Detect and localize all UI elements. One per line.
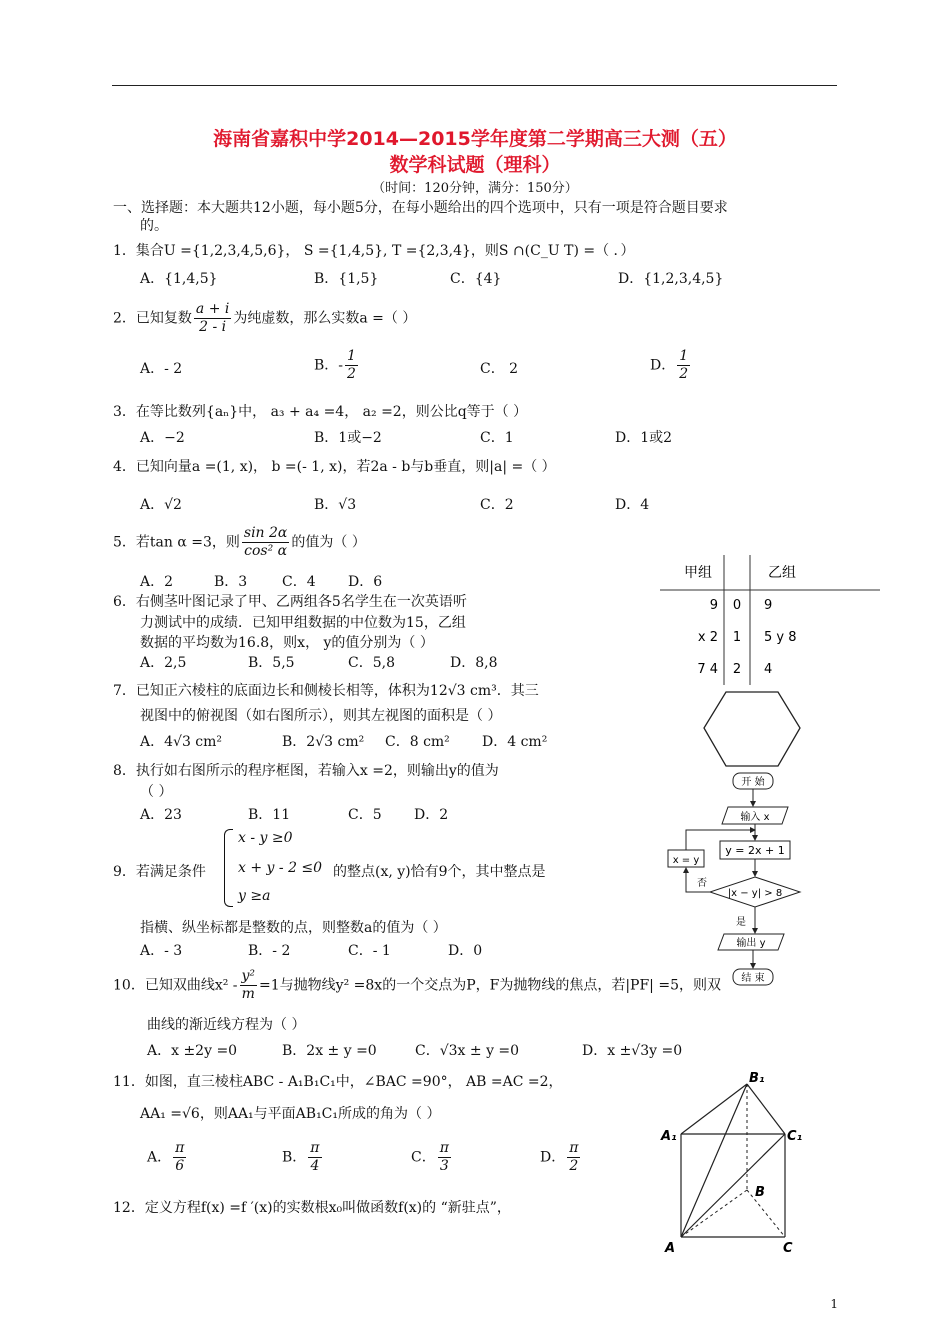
- q3-option-b: B．1或−2: [314, 430, 382, 446]
- flow-condition-label: |x − y| > 8: [727, 888, 783, 899]
- exam-subject: 数学科试题（理科）: [389, 154, 561, 176]
- flow-yes-label: 是: [736, 917, 746, 928]
- stem-leaf-row1-left: 9: [709, 598, 718, 613]
- q5-option-a: A．2: [140, 574, 174, 590]
- q11-option-a: A． $\frac{\pi}{6}$: [147, 1140, 185, 1174]
- prism-label-c1: C₁: [787, 1129, 803, 1144]
- question-11-line2: AA₁ =√6，则AA₁与平面AB₁C₁所成的角为（ ）: [140, 1106, 441, 1122]
- question-11-line1: 11．如图，直三棱柱ABC - A₁B₁C₁中，∠BAC =90°， AB =AC =2，: [113, 1074, 563, 1090]
- question-5: 5．若tan α =3，则 $\frac{\sin 2\alpha}{\text{cos² α}}$ 的值为（ ）: [113, 525, 366, 559]
- prism-figure: [655, 1072, 815, 1262]
- q4-option-a: A．√2: [140, 497, 182, 513]
- question-7-line1: 7．已知正六棱柱的底面边长和侧棱长相等，体积为12√3 cm³．其三: [113, 683, 539, 699]
- stem-leaf-row1-stem: 0: [732, 598, 742, 613]
- page-number: 1: [830, 1297, 838, 1311]
- question-9: 9．若满足条件: [113, 864, 206, 880]
- prism-label-a1: A₁: [661, 1129, 677, 1144]
- q10-option-c: C．√3x ± y =0: [415, 1043, 520, 1059]
- q6-option-c: C．5,8: [348, 655, 395, 671]
- q5-option-c: C．4: [282, 574, 316, 590]
- q1-option-a: A．{1,4,5}: [140, 271, 218, 287]
- q9-condition-3: y ≥a: [238, 888, 271, 904]
- q2-option-b: B．- $\frac{1}{2}$: [314, 348, 356, 382]
- flow-start-label: 开 始: [741, 777, 765, 788]
- stem-leaf-row2-stem: 1: [732, 630, 742, 645]
- q2-option-a: A．- 2: [140, 361, 183, 377]
- q9-condition-1: x - y ≥0: [238, 830, 293, 846]
- q9-condition-2: x + y - 2 ≤0: [238, 860, 323, 876]
- q9-option-a: A．- 3: [140, 943, 183, 959]
- stem-leaf-row3-left: 7 4: [697, 662, 718, 677]
- q10-option-d: D．x ±√3y =0: [582, 1043, 683, 1059]
- q8-option-d: D．2: [414, 807, 449, 823]
- question-10: 10．已知双曲线x² - $\frac{\text{y²}}{m}$ =1与抛物线y² =8x的一个交点为P，F为抛物线的焦点，若|PF| =5，则双: [113, 968, 721, 1002]
- flow-end-label: 结 束: [741, 973, 765, 984]
- q8-option-c: C．5: [348, 807, 382, 823]
- flow-loop-label: x = y: [672, 855, 700, 866]
- q3-option-d: D．1或2: [615, 430, 673, 446]
- q3-option-a: A．−2: [140, 430, 185, 446]
- flowchart: [660, 768, 840, 990]
- q8-option-b: B．11: [248, 807, 291, 823]
- flow-output-label: 输出 y: [736, 938, 766, 949]
- prism-label-a: A: [665, 1241, 676, 1256]
- q11-option-b: B． $\frac{\pi}{4}$: [282, 1140, 320, 1174]
- q3-option-c: C．1: [480, 430, 514, 446]
- stem-leaf-row1-right: 9: [764, 598, 773, 613]
- q4-option-d: D．4: [615, 497, 650, 513]
- stem-leaf-head-left: 甲组: [684, 565, 712, 581]
- stem-leaf-row2-right: 5 y 8: [764, 630, 797, 645]
- question-3: 3．在等比数列{aₙ}中， a₃ + a₄ =4， a₂ =2，则公比q等于（ ）: [113, 404, 528, 420]
- prism-label-c: C: [783, 1241, 793, 1256]
- q5-option-d: D．6: [348, 574, 383, 590]
- q11-option-d: D． $\frac{\pi}{2}$: [540, 1140, 579, 1174]
- flow-input-label: 输入 x: [740, 812, 770, 823]
- exam-time: （时间：120分钟，满分：150分）: [372, 181, 578, 196]
- q10-option-b: B．2x ± y =0: [282, 1043, 377, 1059]
- q11-option-c: C． $\frac{\pi}{3}$: [411, 1140, 449, 1174]
- question-12: 12．定义方程f(x) =f ′(x)的实数根x₀叫做函数f(x)的 “新驻点”，: [113, 1200, 511, 1216]
- q9-option-c: C．- 1: [348, 943, 391, 959]
- stem-leaf-row2-left: x 2: [697, 630, 718, 645]
- question-6-line1: 6．右侧茎叶图记录了甲、乙两组各5名学生在一次英语听: [113, 594, 467, 610]
- q6-option-a: A．2,5: [140, 655, 187, 671]
- hexagon-figure: [700, 690, 804, 770]
- stem-leaf-row3-right: 4: [764, 662, 773, 677]
- question-9-line2: 指横、纵坐标都是整数的点，则整数a的值为（ ）: [140, 920, 447, 936]
- stem-leaf-row3-stem: 2: [732, 662, 742, 677]
- question-9-cont: 的整点(x, y)恰有9个，其中整点是: [333, 864, 546, 880]
- q9-option-d: D．0: [448, 943, 483, 959]
- q1-option-d: D．{1,2,3,4,5}: [618, 271, 724, 287]
- question-8-line2: （ ）: [140, 784, 173, 800]
- q4-option-b: B．√3: [314, 497, 357, 513]
- question-6-line2: 力测试中的成绩．已知甲组数据的中位数为15，乙组: [140, 615, 466, 631]
- question-1: 1．集合U ={1,2,3,4,5,6}， S ={1,4,5}, T ={2,3,4}，则S ∩(C_U T) =（ ．）: [113, 243, 635, 259]
- q7-option-a: A．4√3 cm²: [140, 734, 223, 750]
- q9-option-b: B．- 2: [248, 943, 291, 959]
- flow-no-label: 否: [697, 878, 707, 889]
- prism-label-b1: B₁: [749, 1072, 765, 1086]
- q6-option-b: B．5,5: [248, 655, 295, 671]
- question-7-line2: 视图中的俯视图（如右图所示），则其左视图的面积是（ ）: [140, 708, 502, 724]
- q1-option-c: C．{4}: [450, 271, 502, 287]
- section-heading-cont: 的。: [140, 218, 168, 234]
- q2-option-d: D． $\frac{1}{2}$: [650, 348, 689, 382]
- question-8-line1: 8．执行如右图所示的程序框图，若输入x =2，则输出y的值为: [113, 763, 499, 779]
- flow-assign-label: y = 2x + 1: [725, 844, 785, 857]
- question-10-line2: 曲线的渐近线方程为（ ）: [147, 1017, 306, 1033]
- prism-label-b: B: [755, 1185, 765, 1200]
- question-2: 2．已知复数 $\frac{a + i}{2 - i}$ 为纯虚数，那么实数a =（ ）: [113, 301, 417, 335]
- stem-leaf-plot: [660, 555, 880, 685]
- q2-option-c: C． 2: [480, 361, 519, 377]
- exam-title: 海南省嘉积中学2014—2015学年度第二学期高三大测（五）: [213, 128, 737, 150]
- question-4: 4．已知向量a =(1, x)， b =(- 1, x)，若2a - b与b垂直，则|a| =（ ）: [113, 459, 556, 475]
- hexagon-shape: [704, 692, 800, 766]
- question-6-line3: 数据的平均数为16.8，则x， y的值分别为（ ）: [140, 635, 434, 651]
- section-heading: 一、选择题：本大题共12小题，每小题5分，在每小题给出的四个选项中，只有一项是符合题目要求: [113, 200, 728, 216]
- system-brace: [224, 829, 233, 907]
- q1-option-b: B．{1,5}: [314, 271, 379, 287]
- top-rule: [112, 85, 837, 86]
- q7-option-d: D．4 cm²: [482, 734, 548, 750]
- q8-option-a: A．23: [140, 807, 182, 823]
- q7-option-c: C．8 cm²: [385, 734, 450, 750]
- q4-option-c: C．2: [480, 497, 514, 513]
- q6-option-d: D．8,8: [450, 655, 498, 671]
- q10-option-a: A．x ±2y =0: [147, 1043, 238, 1059]
- q7-option-b: B．2√3 cm²: [282, 734, 365, 750]
- q5-option-b: B．3: [214, 574, 248, 590]
- stem-leaf-head-right: 乙组: [768, 565, 796, 581]
